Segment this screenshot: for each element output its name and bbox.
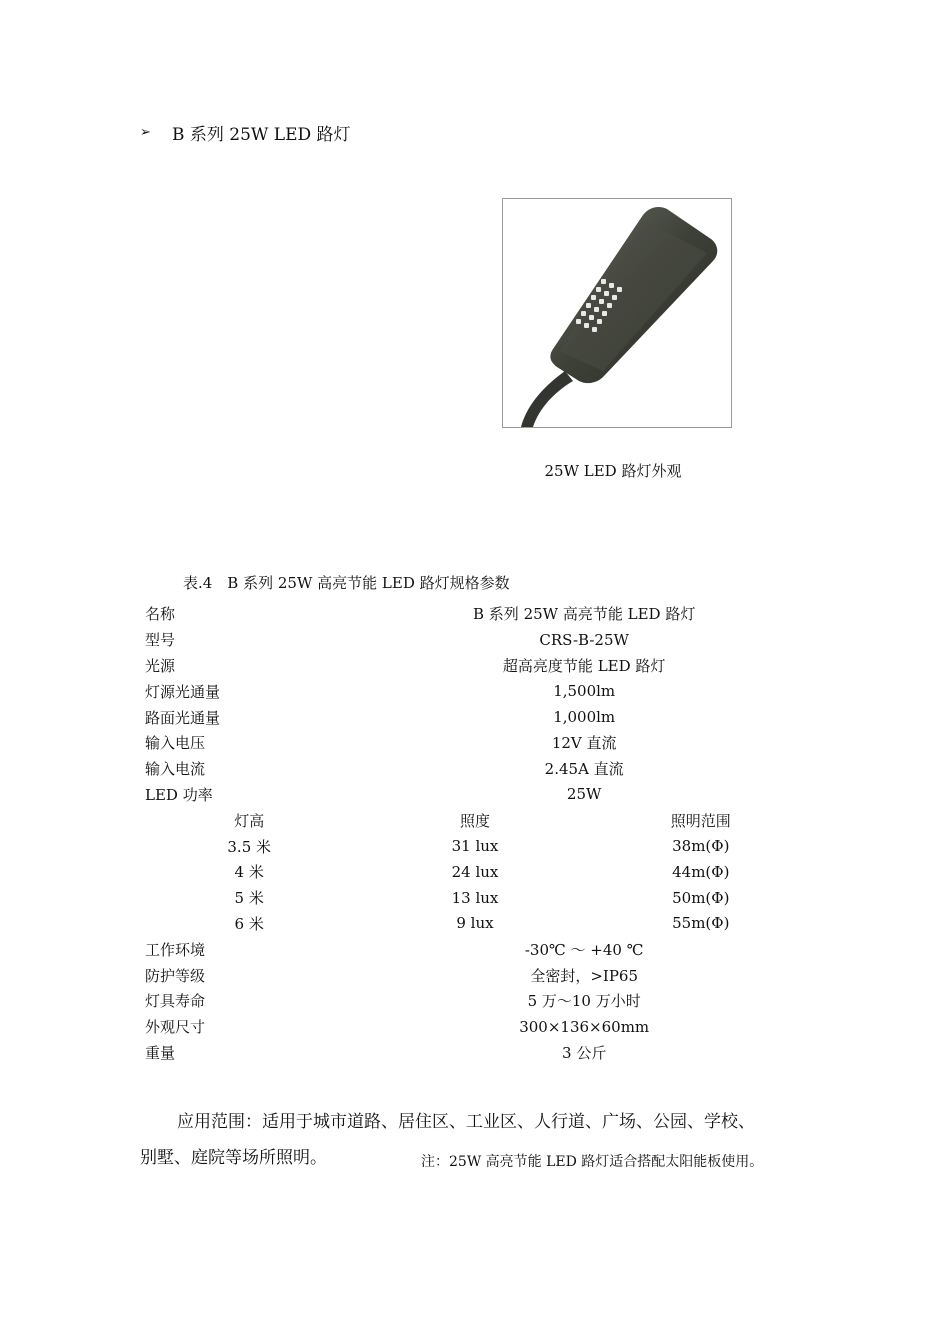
spec-key: LED 功率 bbox=[145, 785, 213, 804]
spec-key: 输入电压 bbox=[145, 734, 206, 753]
range-cell: 50m(Φ) bbox=[672, 888, 730, 907]
lamp-height-cell: 6 米 bbox=[234, 914, 264, 933]
table-row bbox=[145, 627, 805, 653]
spec-value: 3 公斤 bbox=[562, 1043, 607, 1062]
table-row bbox=[145, 756, 805, 782]
spec-value: 5 万～10 万小时 bbox=[527, 992, 641, 1011]
lamp-height-cell: 4 米 bbox=[234, 863, 264, 882]
spec-value: 超高亮度节能 LED 路灯 bbox=[502, 656, 666, 675]
table-row bbox=[145, 1014, 805, 1040]
spec-key: 工作环境 bbox=[145, 940, 206, 959]
table-row bbox=[145, 1040, 805, 1066]
illuminance-cell: 9 lux bbox=[456, 914, 494, 933]
table-row bbox=[145, 782, 805, 808]
subtable-row bbox=[145, 885, 805, 911]
illuminance-cell: 24 lux bbox=[451, 862, 499, 881]
spec-value: -30℃ ～ +40 ℃ bbox=[524, 940, 644, 959]
spec-table bbox=[145, 601, 805, 1065]
subtable-row bbox=[145, 833, 805, 859]
spec-key: 路面光通量 bbox=[145, 708, 221, 727]
section-heading bbox=[140, 120, 351, 145]
table-row bbox=[145, 962, 805, 988]
table-row bbox=[145, 730, 805, 756]
application-line-2: 别墅、庭院等场所照明。 bbox=[140, 1148, 327, 1168]
arrow-bullet-icon: ➢ bbox=[140, 125, 151, 140]
spec-key: 灯源光通量 bbox=[145, 682, 221, 701]
figure-caption: 25W LED 路灯外观 bbox=[544, 462, 682, 480]
spec-key: 名称 bbox=[145, 605, 176, 624]
spec-value: 300×136×60mm bbox=[519, 1017, 650, 1036]
spec-value: 1,500lm bbox=[553, 682, 616, 701]
range-cell: 38m(Φ) bbox=[672, 837, 730, 856]
spec-key: 光源 bbox=[145, 656, 176, 675]
spec-key: 防护等级 bbox=[145, 966, 206, 985]
illuminance-cell: 13 lux bbox=[451, 888, 499, 907]
table-row bbox=[145, 678, 805, 704]
table-row bbox=[145, 601, 805, 627]
application-line-1: 应用范围：适用于城市道路、居住区、工业区、人行道、广场、公园、学校、 bbox=[177, 1112, 755, 1132]
spec-key: 重量 bbox=[145, 1043, 176, 1062]
spec-key: 型号 bbox=[145, 631, 176, 650]
table-row bbox=[145, 653, 805, 679]
spec-value: 全密封，>IP65 bbox=[530, 966, 639, 985]
table-row bbox=[145, 988, 805, 1014]
illuminance-cell: 31 lux bbox=[451, 837, 499, 856]
table-title: 表.4 B 系列 25W 高亮节能 LED 路灯规格参数 bbox=[183, 574, 510, 592]
column-header-illuminance: 照度 bbox=[459, 811, 490, 830]
range-cell: 55m(Φ) bbox=[672, 914, 730, 933]
spec-key: 外观尺寸 bbox=[145, 1018, 206, 1037]
section-title: B 系列 25W LED 路灯 bbox=[172, 125, 351, 145]
lamp-height-cell: 5 米 bbox=[234, 889, 264, 908]
spec-value: B 系列 25W 高亮节能 LED 路灯 bbox=[473, 605, 696, 624]
subtable-row bbox=[145, 911, 805, 937]
table-row bbox=[145, 704, 805, 730]
column-header-lamp-height: 灯高 bbox=[234, 811, 265, 830]
spec-value: 2.45A 直流 bbox=[544, 760, 624, 779]
street-lamp-photo bbox=[502, 198, 732, 428]
usage-note: 注：25W 高亮节能 LED 路灯适合搭配太阳能板使用。 bbox=[421, 1154, 764, 1170]
spec-key: 灯具寿命 bbox=[145, 992, 206, 1011]
spec-value: CRS-B-25W bbox=[539, 630, 629, 649]
column-header-range: 照明范围 bbox=[670, 811, 731, 830]
subtable-header-row bbox=[145, 807, 805, 833]
spec-value: 25W bbox=[566, 785, 602, 804]
subtable-row bbox=[145, 859, 805, 885]
spec-value: 1,000lm bbox=[553, 708, 616, 727]
lamp-height-cell: 3.5 米 bbox=[227, 837, 272, 856]
range-cell: 44m(Φ) bbox=[672, 862, 730, 881]
street-lamp-illustration bbox=[503, 199, 731, 427]
spec-value: 12V 直流 bbox=[551, 734, 617, 753]
spec-key: 输入电流 bbox=[145, 760, 206, 779]
table-row bbox=[145, 936, 805, 962]
